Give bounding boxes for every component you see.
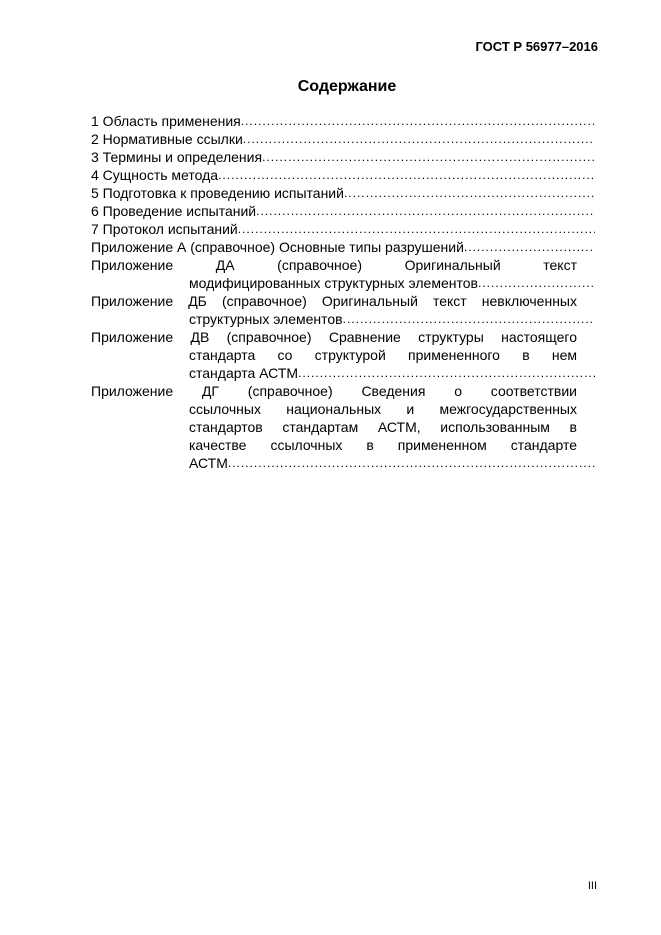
toc-text: Приложение А (справочное) Основные типы разрушений [91, 239, 464, 255]
toc-text: 3 Термины и определения [91, 149, 263, 165]
toc-line [91, 184, 595, 202]
toc-entry[interactable] [91, 184, 595, 202]
toc-text: качестве ссылочных в примененном стандарте [189, 437, 577, 453]
toc-line [91, 166, 595, 184]
toc-text: АСТМ [189, 455, 228, 471]
page-title: Содержание [297, 78, 397, 95]
toc-line [91, 274, 595, 292]
toc-entry[interactable] [91, 166, 595, 184]
document-code: ГОСТ Р 56977–2016 [475, 39, 598, 54]
toc-text: Приложение ДГ (справочное) Сведения о соответствии [91, 383, 577, 399]
toc-entry[interactable] [91, 202, 595, 220]
toc-entry[interactable] [91, 220, 595, 238]
toc-line [91, 256, 577, 274]
page-number: III [587, 880, 597, 892]
toc-text: структурных элементов [189, 311, 343, 327]
dot-leader [218, 166, 595, 184]
toc-text: Приложение ДА (справочное) Оригинальный текст [91, 257, 577, 273]
dot-leader [228, 454, 595, 472]
toc-entry[interactable] [91, 130, 595, 148]
toc-entry[interactable] [91, 328, 595, 382]
toc-line [91, 238, 595, 256]
toc-text: 1 Область применения [91, 113, 241, 129]
toc-entry[interactable] [91, 238, 595, 256]
toc-text: 6 Проведение испытаний [91, 203, 257, 219]
toc-line [91, 112, 595, 130]
dot-leader [464, 238, 595, 256]
toc-text: Приложение ДВ (справочное) Сравнение структуры настоящего [91, 329, 577, 345]
toc-line [91, 328, 577, 346]
toc-line [91, 400, 577, 418]
toc-line [91, 220, 595, 238]
toc-line [91, 130, 595, 148]
dot-leader [256, 202, 595, 220]
toc-text: ссылочных национальных и межгосударственных [189, 401, 577, 417]
toc-text: стандартов стандартам АСТМ, использованным в [189, 419, 577, 435]
dot-leader [478, 274, 595, 292]
dot-leader [241, 112, 595, 130]
toc-line [91, 418, 577, 436]
toc-entry[interactable] [91, 148, 595, 166]
toc-text: 4 Сущность метода [91, 167, 219, 183]
toc-line [91, 148, 595, 166]
toc-entry[interactable] [91, 292, 595, 328]
toc-text: 5 Подготовка к проведению испытаний [91, 185, 344, 201]
toc-text: Приложение ДБ (справочное) Оригинальный текст невключенных [91, 293, 577, 309]
table-of-contents [91, 112, 595, 472]
dot-leader [262, 148, 595, 166]
dot-leader [243, 130, 595, 148]
toc-text: модифицированных структурных элементов [189, 275, 478, 291]
toc-line [91, 292, 577, 310]
toc-line [91, 202, 595, 220]
toc-line [91, 436, 577, 454]
toc-entry[interactable] [91, 112, 595, 130]
toc-text: 7 Протокол испытаний [91, 221, 238, 237]
toc-line [91, 346, 577, 364]
dot-leader [298, 364, 595, 382]
toc-line [91, 382, 577, 400]
dot-leader [238, 220, 595, 238]
dot-leader [343, 310, 595, 328]
toc-entry[interactable] [91, 382, 595, 472]
dot-leader [344, 184, 595, 202]
toc-text: стандарта со структурой примененного в нем [189, 347, 577, 363]
toc-line [91, 454, 595, 472]
toc-text: стандарта АСТМ [189, 365, 299, 381]
toc-entry[interactable] [91, 256, 595, 292]
toc-line [91, 364, 595, 382]
toc-text: 2 Нормативные ссылки [91, 131, 243, 147]
toc-line [91, 310, 595, 328]
